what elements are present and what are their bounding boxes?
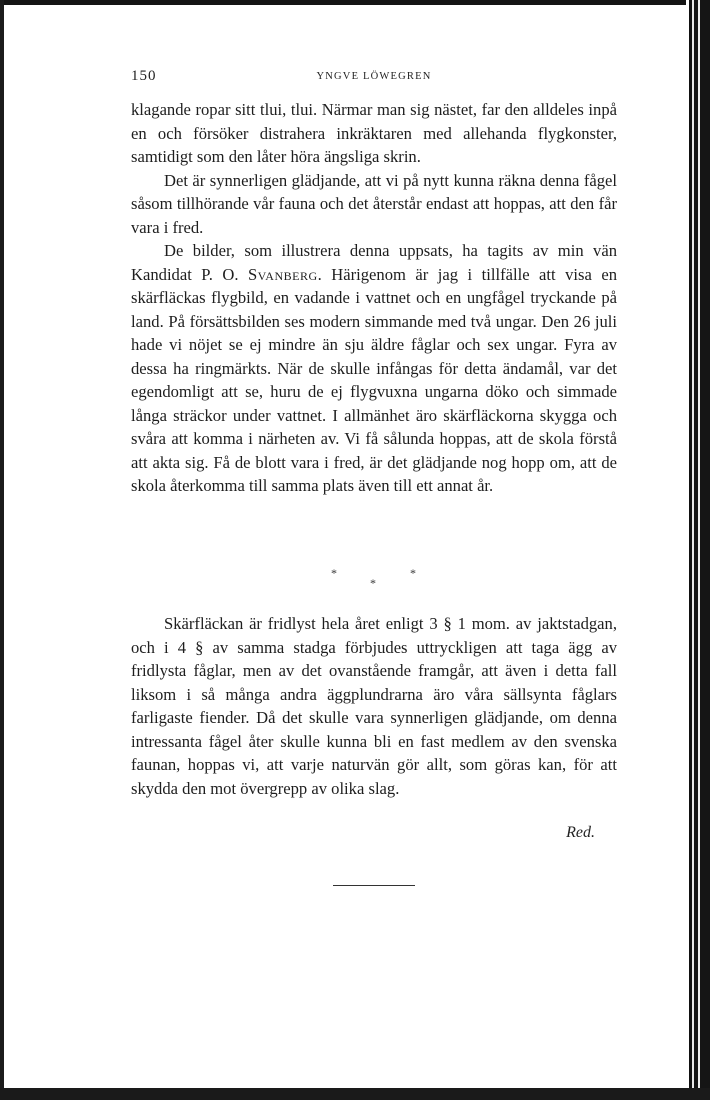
paragraph-2: Det är synnerligen glädjande, att vi på nytt kunna räkna denna fågel såsom tillhörande vår fauna och det återstår endast att hoppas, att den får vara i fred. — [131, 170, 617, 237]
separator-star-left: * — [331, 566, 337, 580]
photographer-name: Svanberg — [247, 264, 318, 284]
paragraph-1: klagande ropar sitt tlui, tlui. Närmar man sig nästet, far den alldeles inpå en och försöker distrahera inkräktaren med allehanda flygkonster, samtidigt som den låter höra ängsliga skrin. — [131, 100, 617, 166]
separator-star-center: * — [370, 576, 376, 590]
editorial-note-paragraph: Skärfläckan är fridlyst hela året enligt 3 § 1 mom. av jaktstadgan, och i 4 § av samma stadga förbjudes uttryckligen att taga ägg av fridlysta fåglar, men av det ovanstående framgår, att även i detta fall liksom i så många andra äggplundrarna äro våra sällsynta fåglars farligaste fiender. Då det skulle vara synnerligen glädjande, om denna intressanta fågel åter skulle kunna bli en fast medlem av den svenska faunan, hoppas vi, att varje naturvän gör allt, som göras kan, för att skydda den mot övergrepp av olika slag. — [131, 614, 617, 798]
editorial-note — [131, 612, 617, 800]
paragraph-3 — [131, 239, 617, 498]
scan-border-top — [0, 0, 710, 5]
editor-signature: Red. — [566, 824, 595, 841]
scan-border-left — [0, 0, 4, 1100]
end-rule — [333, 885, 415, 886]
paragraph-3-after: . Härigenom är jag i tillfälle att visa en skärfläckas flygbild, en vadande i vattnet och en ungfågel tryckande på land. På försättsbilden ses modern simmande med två ungar. Den 26 juli hade vi nöjet se ej mindre än sju äldre fåglar och sex ungar. Fyra av dessa ha ringmärkts. När de skulle infångas för detta ändamål, var det egendomligt att se, huru de ej flygvuxna ungarna döko och simmade långa sträckor under vattnet. I allmänhet äro skärfläckorna skygga och svåra att komma i närheten av. Vi få sålunda hoppas, att de skola förstå att akta sig. Få de blott vara i fred, är det glädjande nog hopp om, att de skola återkomma till samma plats även till ett annat år. — [131, 264, 617, 495]
separator-star-right: * — [410, 566, 416, 580]
page-number: 150 — [131, 68, 157, 84]
scan-border-right — [686, 0, 710, 1100]
paragraph-3-before: De bilder, som illustrera denna uppsats, ha tagits av min vän Kandidat P. O. — [131, 241, 617, 284]
section-separator — [131, 566, 617, 592]
article-body — [131, 98, 617, 498]
running-head: YNGVE LÖWEGREN — [316, 71, 432, 82]
scan-border-bottom — [0, 1088, 710, 1100]
page-header — [131, 68, 617, 88]
